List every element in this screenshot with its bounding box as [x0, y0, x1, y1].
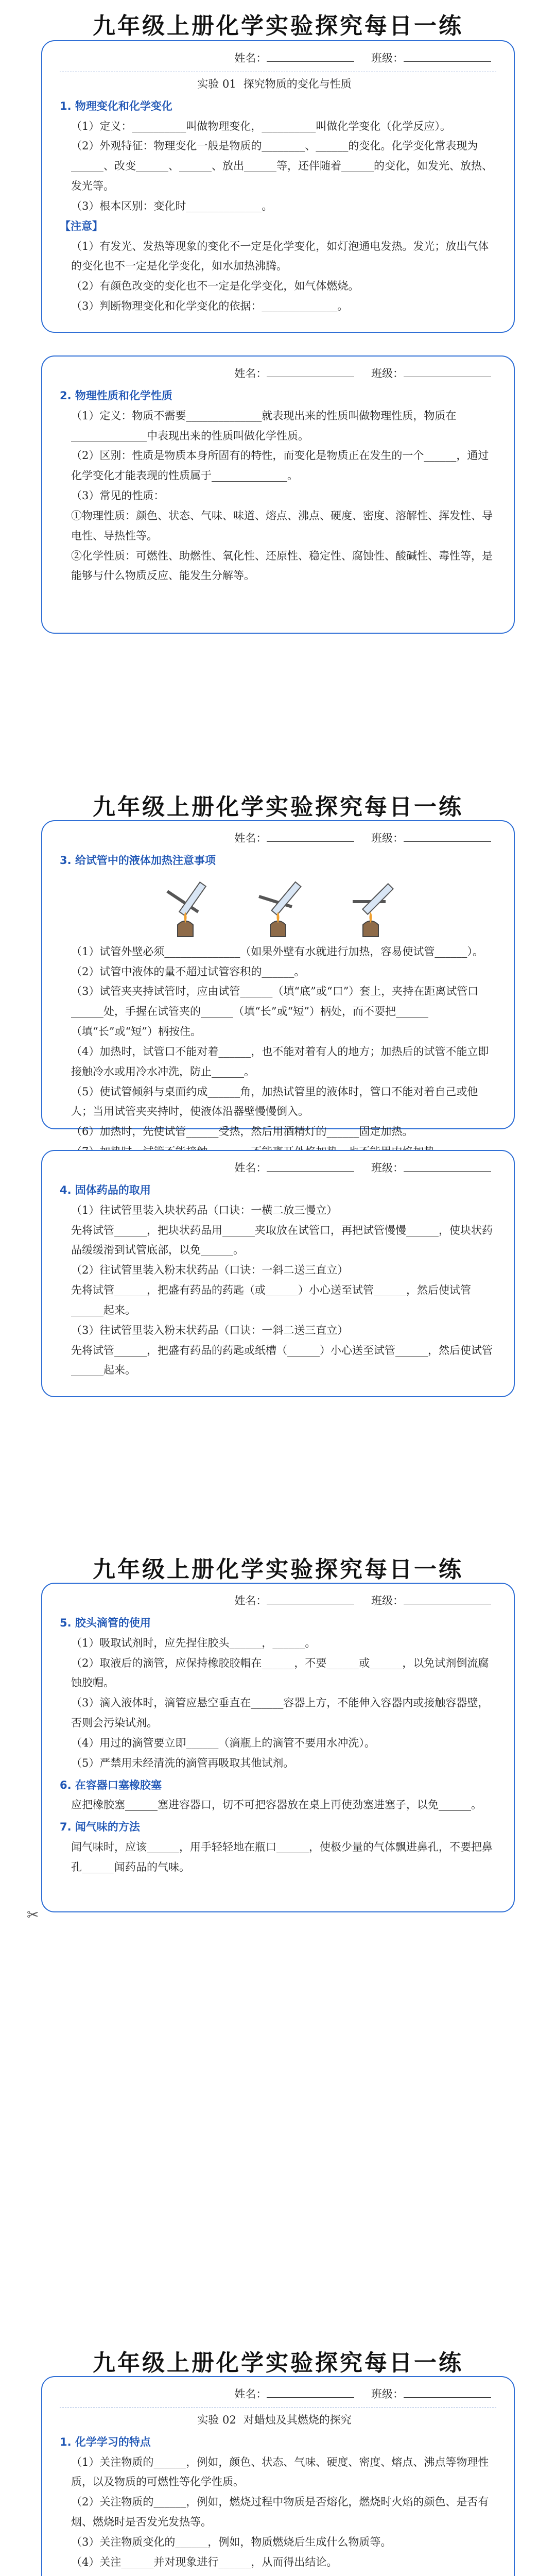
section-heading: 2. 物理性质和化学性质 — [60, 389, 172, 402]
name-label: 姓名： — [234, 1595, 267, 1607]
name-class-bar — [60, 364, 496, 384]
question-line: （1）往试管里装入块状药品（口诀：一横二放三慢立） — [71, 1204, 338, 1216]
note-label: 【注意】 — [60, 219, 103, 232]
question-line: （5）严禁用未经清洗的滴管再吸取其他试剂。 — [71, 1756, 294, 1769]
question-line: （5）使试管倾斜与桌面约成______角，加热试管里的液体时，管口不能对着自己或他人；当用试管夹夹持时，使液体沿器壁慢慢倒入。 — [71, 1085, 478, 1118]
class-blank — [404, 1594, 491, 1604]
question-line: （3）常见的性质： — [71, 489, 165, 502]
test-tube-clamp-icon — [342, 876, 399, 938]
question-line: （3）往试管里装入粉末状药品（口诀：一斜二送三直立） — [71, 1324, 349, 1336]
page-title: 九年级上册化学实验探究每日一练 — [93, 13, 463, 39]
name-blank — [267, 2387, 354, 2398]
section-heading: 7. 闻气味的方法 — [60, 1821, 140, 1834]
question-line: 先将试管______，把块状药品用______夹取放在试管口，再把试管慢慢______，使块状药品缓缓滑到试管底部，以免______。 — [71, 1224, 493, 1257]
section-heading: 1. 化学学习的特点 — [60, 2435, 151, 2448]
note-line: （3）判断物理变化和化学变化的依据：______________。 — [71, 300, 349, 313]
question-line: （3）试管夹夹持试管时，应由试管______（填“底”或“口”）套上，夹持在距离试管口______处，手握在试管夹的______（填“长”或“短”）柄处，而不要把______（填“长”或“短”）柄按住。 — [71, 985, 479, 1038]
class-label: 班级： — [371, 1162, 404, 1174]
experiment-number: 实验 01 — [197, 77, 236, 90]
question-line: （4）用过的滴管要立即______（滴瓶上的滴管不要用水冲洗）。 — [71, 1736, 375, 1749]
question-line: （1）试管外壁必须______________（如果外壁有水就进行加热，容易使试管______）。 — [71, 945, 483, 958]
section-heading: 3. 给试管中的液体加热注意事项 — [60, 854, 216, 867]
class-label: 班级： — [371, 1595, 404, 1607]
name-class-bar — [60, 2384, 496, 2404]
name-blank — [267, 1161, 354, 1172]
name-class-bar — [60, 1158, 496, 1178]
name-label: 姓名： — [234, 52, 267, 64]
class-blank — [404, 832, 491, 842]
dropper-card — [41, 1583, 515, 1912]
name-class-bar — [60, 1591, 496, 1611]
name-class-bar — [60, 48, 496, 69]
name-blank — [267, 1594, 354, 1604]
question-line: （2）关注物质的______，例如，燃烧过程中物质是否熔化，燃烧时火焰的颜色、是否有烟、燃烧时是否发光发热等。 — [71, 2496, 489, 2529]
question-line: 闻气味时，应该______，用手轻轻地在瓶口______，使极少量的气体飘进鼻孔，不要把鼻孔______闻药品的气味。 — [71, 1841, 493, 1873]
question-line: （6）加热时，先使试管______受热，然后用酒精灯的______固定加热。 — [71, 1125, 413, 1138]
question-line: （4）加热时，试管口不能对着______，也不能对着有人的地方；加热后的试管不能立即接触冷水或用冷水冲洗，防止______。 — [71, 1045, 489, 1078]
class-label: 班级： — [371, 52, 404, 64]
class-label: 班级： — [371, 2388, 404, 2400]
question-line: （3）关注物质变化的______，例如，物质燃烧后生成什么物质等。 — [71, 2535, 392, 2548]
experiment-title — [60, 72, 496, 94]
page-title: 九年级上册化学实验探究每日一练 — [93, 2350, 463, 2376]
page-title: 九年级上册化学实验探究每日一练 — [93, 794, 463, 820]
heating-card — [41, 820, 515, 1138]
scissors-icon: ✂ — [27, 1906, 39, 1923]
property-card — [41, 355, 515, 634]
question-line: （1）吸取试剂时，应先捏住胶头______，______。 — [71, 1636, 316, 1649]
question-line: （3）根本区别：变化时______________。 — [71, 199, 273, 212]
question-line: （1）定义：物质不需要______________就表现出来的性质叫做物理性质，物质在______________中表现出来的性质叫做化学性质。 — [71, 409, 457, 442]
experiment-title — [60, 2408, 496, 2430]
test-tube-clamp-icon — [250, 876, 306, 938]
name-label: 姓名： — [234, 367, 267, 380]
question-line: （2）区别：性质是物质本身所固有的特性，而变化是物质正在发生的一个______，通过化学变化才能表现的性质属于______________。 — [71, 449, 489, 482]
note-line: （1）有发光、发热等现象的变化不一定是化学变化，如灯泡通电发热。发光；放出气体的变化也不一定是化学变化，如水加热沸腾。 — [71, 240, 489, 273]
apparatus-illustration — [60, 876, 496, 938]
experiment-name: 对蜡烛及其燃烧的探究 — [243, 2413, 352, 2426]
experiment-name: 探究物质的变化与性质 — [243, 77, 352, 90]
question-line: （2）试管中液体的量不超过试管容积的______。 — [71, 965, 305, 978]
candle-card — [41, 2376, 515, 2576]
section-heading: 4. 固体药品的取用 — [60, 1183, 151, 1196]
question-line: （2）取液后的滴管，应保持橡胶胶帽在______，不要______或______，以免试剂倒流腐蚀胶帽。 — [71, 1656, 489, 1689]
name-blank — [267, 52, 354, 62]
class-blank — [404, 367, 491, 377]
class-blank — [404, 1161, 491, 1172]
name-label: 姓名： — [234, 1162, 267, 1174]
list-item: ②化学性质：可燃性、助燃性、氧化性、还原性、稳定性、腐蚀性、酸碱性、毒性等，是能够与什么物质反应、能发生分解等。 — [71, 549, 493, 582]
name-label: 姓名： — [234, 832, 267, 844]
name-class-bar — [60, 828, 496, 849]
class-label: 班级： — [371, 832, 404, 844]
question-line: 应把橡胶塞______塞进容器口，切不可把容器放在桌上再使劲塞进塞子，以免______。 — [71, 1799, 482, 1811]
name-blank — [267, 367, 354, 377]
test-tube-clamp-icon — [157, 876, 214, 938]
class-blank — [404, 52, 491, 62]
section-heading — [60, 2574, 496, 2576]
question-line: 先将试管______，把盛有药品的药匙或纸槽（______）小心送至试管______，然后使试管______起来。 — [71, 1344, 493, 1377]
question-line: （2）外观特征：物理变化一般是物质的________、______的变化。化学变化常表现为______、改变______、______、放出______等，还伴随着______的变化，如发光、放热、发光等。 — [71, 140, 493, 193]
note-line: （2）有颜色改变的变化也不一定是化学变化，如气体燃烧。 — [71, 280, 359, 293]
list-item: ①物理性质：颜色、状态、气味、味道、熔点、沸点、硬度、密度、溶解性、挥发性、导电性、导热性等。 — [71, 509, 493, 542]
question-line: （3）滴入液体时，滴管应悬空垂直在______容器上方，不能伸入容器内或接触容器壁，否则会污染试剂。 — [71, 1697, 489, 1730]
page-title: 九年级上册化学实验探究每日一练 — [93, 1556, 463, 1583]
section-heading: 1. 物理变化和化学变化 — [60, 99, 172, 112]
question-line: （2）往试管里装入粉末状药品（口诀：一斜二送三直立） — [71, 1264, 349, 1277]
class-label: 班级： — [371, 367, 404, 380]
question-line: 先将试管______，把盛有药品的药匙（或______）小心送至试管______，然后使试管______起来。 — [71, 1284, 471, 1316]
class-blank — [404, 2387, 491, 2398]
solid-reagent-card — [41, 1150, 515, 1397]
question-line: （4）关注______并对现象进行______，从而得出结论。 — [71, 2555, 338, 2568]
experiment-number: 实验 02 — [197, 2413, 236, 2426]
question-line: （1）定义：__________叫做物理变化，__________叫做化学变化（化学反应）。 — [71, 120, 451, 132]
section-heading: 5. 胶头滴管的使用 — [60, 1616, 151, 1629]
name-blank — [267, 832, 354, 842]
section-heading: 6. 在容器口塞橡胶塞 — [60, 1778, 162, 1791]
question-line: （1）关注物质的______，例如，颜色、状态、气味、硬度、密度、熔点、沸点等物理性质，以及物质的可燃性等化学性质。 — [71, 2455, 489, 2488]
name-label: 姓名： — [234, 2388, 267, 2400]
exp01-card — [41, 40, 515, 333]
